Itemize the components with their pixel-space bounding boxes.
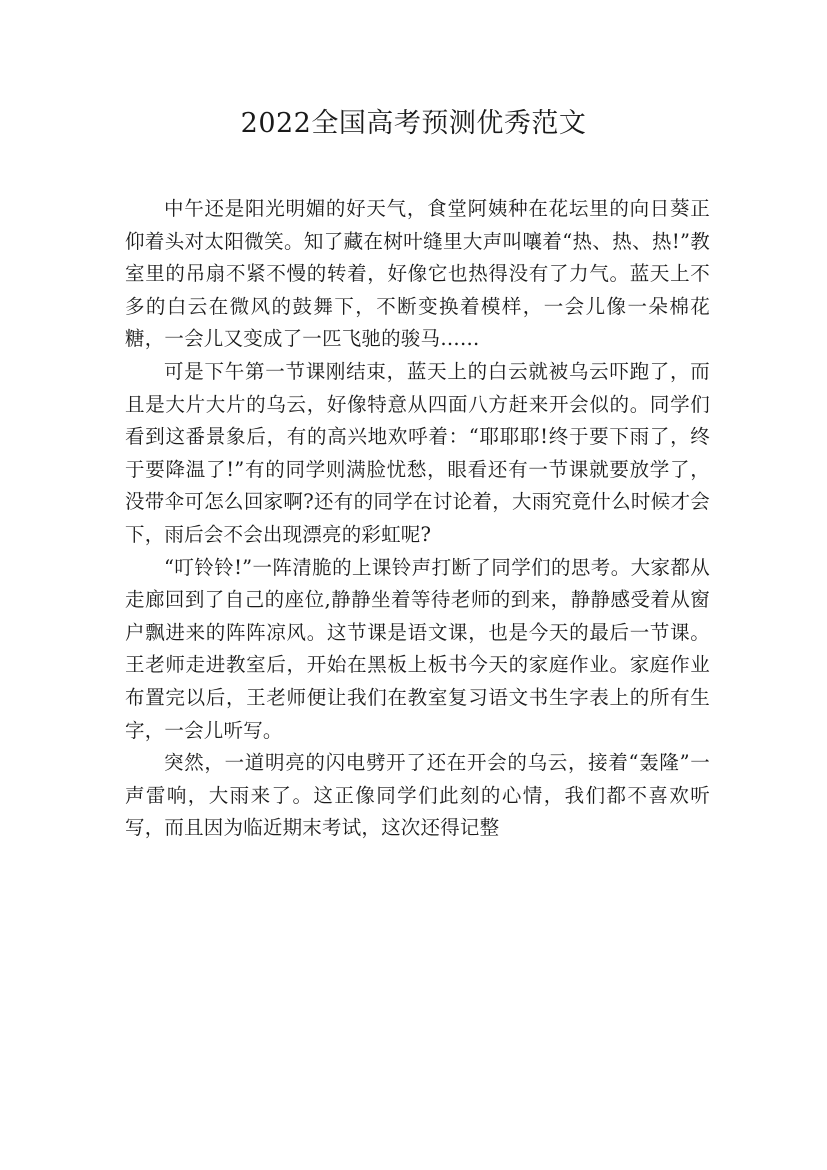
paragraph-2: 可是下午第一节课刚结束，蓝天上的白云就被乌云吓跑了，而且是大片大片的乌云，好像特意从四面八方赶来开会似的。同学们看到这番景象后，有的高兴地欢呼着：“耶耶耶!终于要下雨了，终于要降温了!”有的同学则满脸忧愁，眼看还有一节课就要放学了，没带伞可怎么回家啊?还有的同学在讨论着，大雨究竟什么时候才会下，雨后会不会出现漂亮的彩虹呢? bbox=[125, 359, 710, 546]
paragraph-3: “叮铃铃!”一阵清脆的上课铃声打断了同学们的思考。大家都从走廊回到了自己的座位,静静坐着等待老师的到来，静静感受着从窗户飘进来的阵阵凉风。这节课是语文课，也是今天的最后一节课。王老师走进教室后，开始在黑板上板书今天的家庭作业。家庭作业布置完以后，王老师便让我们在教室复习语文书生字表上的所有生字，一会儿听写。 bbox=[125, 555, 710, 742]
document-title: 2022全国高考预测优秀范文 bbox=[240, 108, 587, 139]
paragraph-4: 突然，一道明亮的闪电劈开了还在开会的乌云，接着“轰隆”一声雷响，大雨来了。这正像同学们此刻的心情，我们都不喜欢听写，而且因为临近期末考试，这次还得记整 bbox=[125, 751, 710, 840]
paragraph-1: 中午还是阳光明媚的好天气，食堂阿姨种在花坛里的向日葵正仰着头对太阳微笑。知了藏在树叶缝里大声叫嚷着“热、热、热!”教室里的吊扇不紧不慢的转着，好像它也热得没有了力气。蓝天上不多的白云在微风的鼓舞下，不断变换着模样，一会儿像一朵棉花糖，一会儿又变成了一匹飞驰的骏马…… bbox=[125, 197, 710, 351]
document-body bbox=[125, 193, 710, 845]
